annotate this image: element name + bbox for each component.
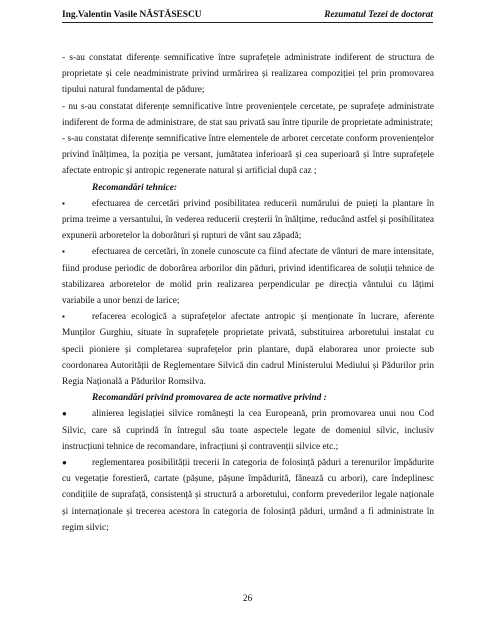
page-header [62,10,433,23]
bullet-item [62,309,434,390]
paragraph: - s-au constatat diferențe semnificative între suprafețele administrate indiferent de structura de proprietate și cele neadministrate privind urmărirea și realizarea compoziției țel prin promovarea tipului natural fundamental de pădure; [62,53,434,96]
square-bullet-icon: ▪ [62,247,65,257]
bullet-item [62,455,434,536]
bullet-item [62,406,434,455]
round-bullet-icon: ● [62,409,67,419]
square-bullet-icon: ▪ [62,198,65,208]
bullet-text: alinierea legislației silvice românești la cea Europeană, prin promovarea unui nou Cod Silvic, care să cuprindă în întregul său toate aspectele legate de domeniul silvic, inclusiv instrucțiuni tehnice de recomandare, infracțiuni și contravenții silvice etc.; [62,409,434,452]
bullet-text: refacerea ecologică a suprafețelor afectate antropic și menționate în lucrare, aferente Munților Gurghiu, situate în suprafețele proprietate privată, substituirea arboretului instalat cu specii pioniere și completarea suprafețelor prin plantare, după elaborarea unor proiecte sub coordonarea Autorității de Reglementare Silvică din cadrul Ministerului Mediului și Pădurilor prin Regia Națională a Pădurilor Romsilva. [62,312,434,388]
section-heading: Recomandări tehnice: [92,182,177,193]
page-body [62,50,434,536]
bullet-text: reglementarea posibilității trecerii în categoria de folosință păduri a terenurilor împădurite cu vegetație forestieră, cartate (pășune, pășune împădurită, fânează cu arbori), care îndeplinesc condițiile de suprafață, consistență și structură a arboretului, conform prevederilor legale naționale și internaționale și trecerea acestora în categoria de folosință păduri, urmând a fi administrate în regim silvic; [62,458,434,533]
section-heading: Recomandări privind promovarea de acte normative privind : [92,393,327,404]
paragraph: - nu s-au constatat diferențe semnificative între proveniențele cercetate, pe suprafețe administrate indiferent de forma de administrare, de stat sau privată sau între tipurile de proprietate administrate; [62,101,434,128]
round-bullet-icon: ● [62,458,67,468]
bullet-text: efectuarea de cercetări privind posibilitatea reducerii numărului de puieți la plantare în prima treime a versantului, în vederea reducerii creșterii în înălțime, reducând astfel și posibilitatea expunerii arboretelor la doborâturi și rupturi de vânt sau zăpadă; [62,198,434,242]
square-bullet-icon: ▪ [62,312,65,322]
paragraph: - s-au constatat diferențe semnificative între elementele de arboret cercetate conform proveniențelor privind înălțimea, la poziția pe versant, jumătatea inferioară și cea superioară și între suprafețele afectate entropic și antropic regenerate natural și artificial după caz ; [62,134,434,177]
bullet-item [62,244,434,309]
header-author: Ing.Valentin Vasile NĂSTĂSESCU [62,10,202,20]
bullet-text: efectuarea de cercetări, în zonele cunoscute ca fiind afectate de vânturi de mare intensitate, fiind produse periodic de doborârea arborilor din păduri, privind identificarea de soluții tehnice de stabilizarea arboretelor de molid prin realizarea perpendicular pe direcția vântului cu lățimi variabile a unor benzi de larice; [62,247,434,307]
header-doc-title: Rezumatul Tezei de doctorat [324,10,433,20]
bullet-item [62,196,434,245]
page-number: 26 [242,594,253,604]
